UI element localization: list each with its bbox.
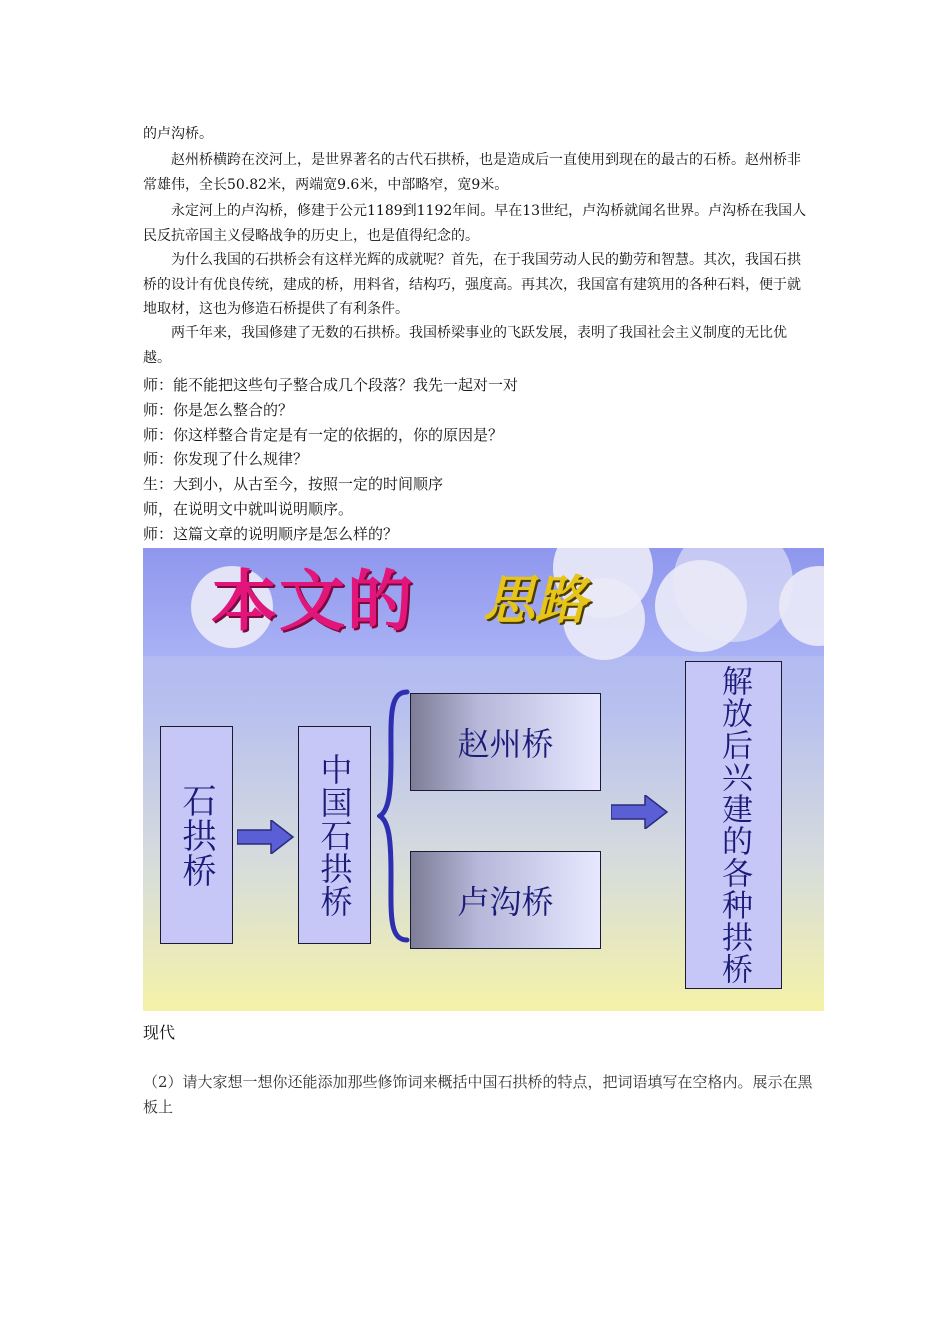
arrow-right-icon xyxy=(237,820,295,854)
paragraph-reasons: 为什么我国的石拱桥会有这样光辉的成就呢？首先，在于我国劳动人民的勤劳和智慧。其次，我国石拱桥的设计有优良传统，建成的桥，用料省，结构巧，强度高。再其次，我国富有建筑用的各种石料，便于就地取材，这也为修造石桥提供了有利条件。 xyxy=(143,252,801,317)
paragraph-fragment: 的卢沟桥。 xyxy=(143,126,213,142)
box-zhaozhou-bridge: 赵州桥 xyxy=(410,693,601,791)
dialogue-line: 师：这篇文章的说明顺序是怎么样的？ xyxy=(143,524,399,543)
box-post-liberation-bridges: 解放后兴建的各种拱桥 xyxy=(685,661,782,989)
dialogue-line: 师：能不能把这些句子整合成几个段落？我先一起对一对 xyxy=(143,376,519,394)
box-lugou-bridge: 卢沟桥 xyxy=(410,851,601,949)
curly-brace-icon xyxy=(377,688,413,944)
caption-modern: 现代 xyxy=(143,1023,176,1042)
dialogue-line: 师：你这样整合肯定是有一定的依据的，你的原因是？ xyxy=(143,425,504,444)
arrow-right-icon xyxy=(611,795,669,829)
paragraph-two-thousand-years: 两千年来，我国修建了无数的石拱桥。我国桥梁事业的飞跃发展，表明了我国社会主义制度的无比优越。 xyxy=(143,325,787,366)
box-stone-arch-bridge: 石拱桥 xyxy=(160,726,233,944)
paragraph-zhaozhou: 赵州桥横跨在洨河上，是世界著名的古代石拱桥，也是造成后一直使用到现在的最古的石桥。赵州桥非常雄伟，全长50.82米，两端宽9.6米，中部略窄，宽9米。 xyxy=(143,152,801,193)
paragraph-lugou: 永定河上的卢沟桥，修建于公元1189到1192年间。早在13世纪，卢沟桥就闻名世界。卢沟桥在我国人民反抗帝国主义侵略战争的历史上，也是值得纪念的。 xyxy=(143,203,807,244)
dialogue-line: 师，在说明文中就叫说明顺序。 xyxy=(143,499,354,518)
dialogue-line: 生：大到小，从古至今，按照一定的时间顺序 xyxy=(143,475,444,494)
dialogue-line: 师：你是怎么整合的？ xyxy=(143,400,294,419)
dialogue-line: 师：你发现了什么规律？ xyxy=(143,450,309,469)
box-china-stone-arch-bridge: 中国石拱桥 xyxy=(298,726,371,944)
slide-title-accent: 思路 xyxy=(483,571,588,631)
slide-title: 本文的 xyxy=(211,563,415,640)
dialogue xyxy=(143,373,823,547)
slide-image xyxy=(143,548,824,1011)
question-text: （2）请大家想一想你还能添加那些修饰词来概括中国石拱桥的特点，把词语填写在空格内。展示在黑板上 xyxy=(143,1073,813,1116)
